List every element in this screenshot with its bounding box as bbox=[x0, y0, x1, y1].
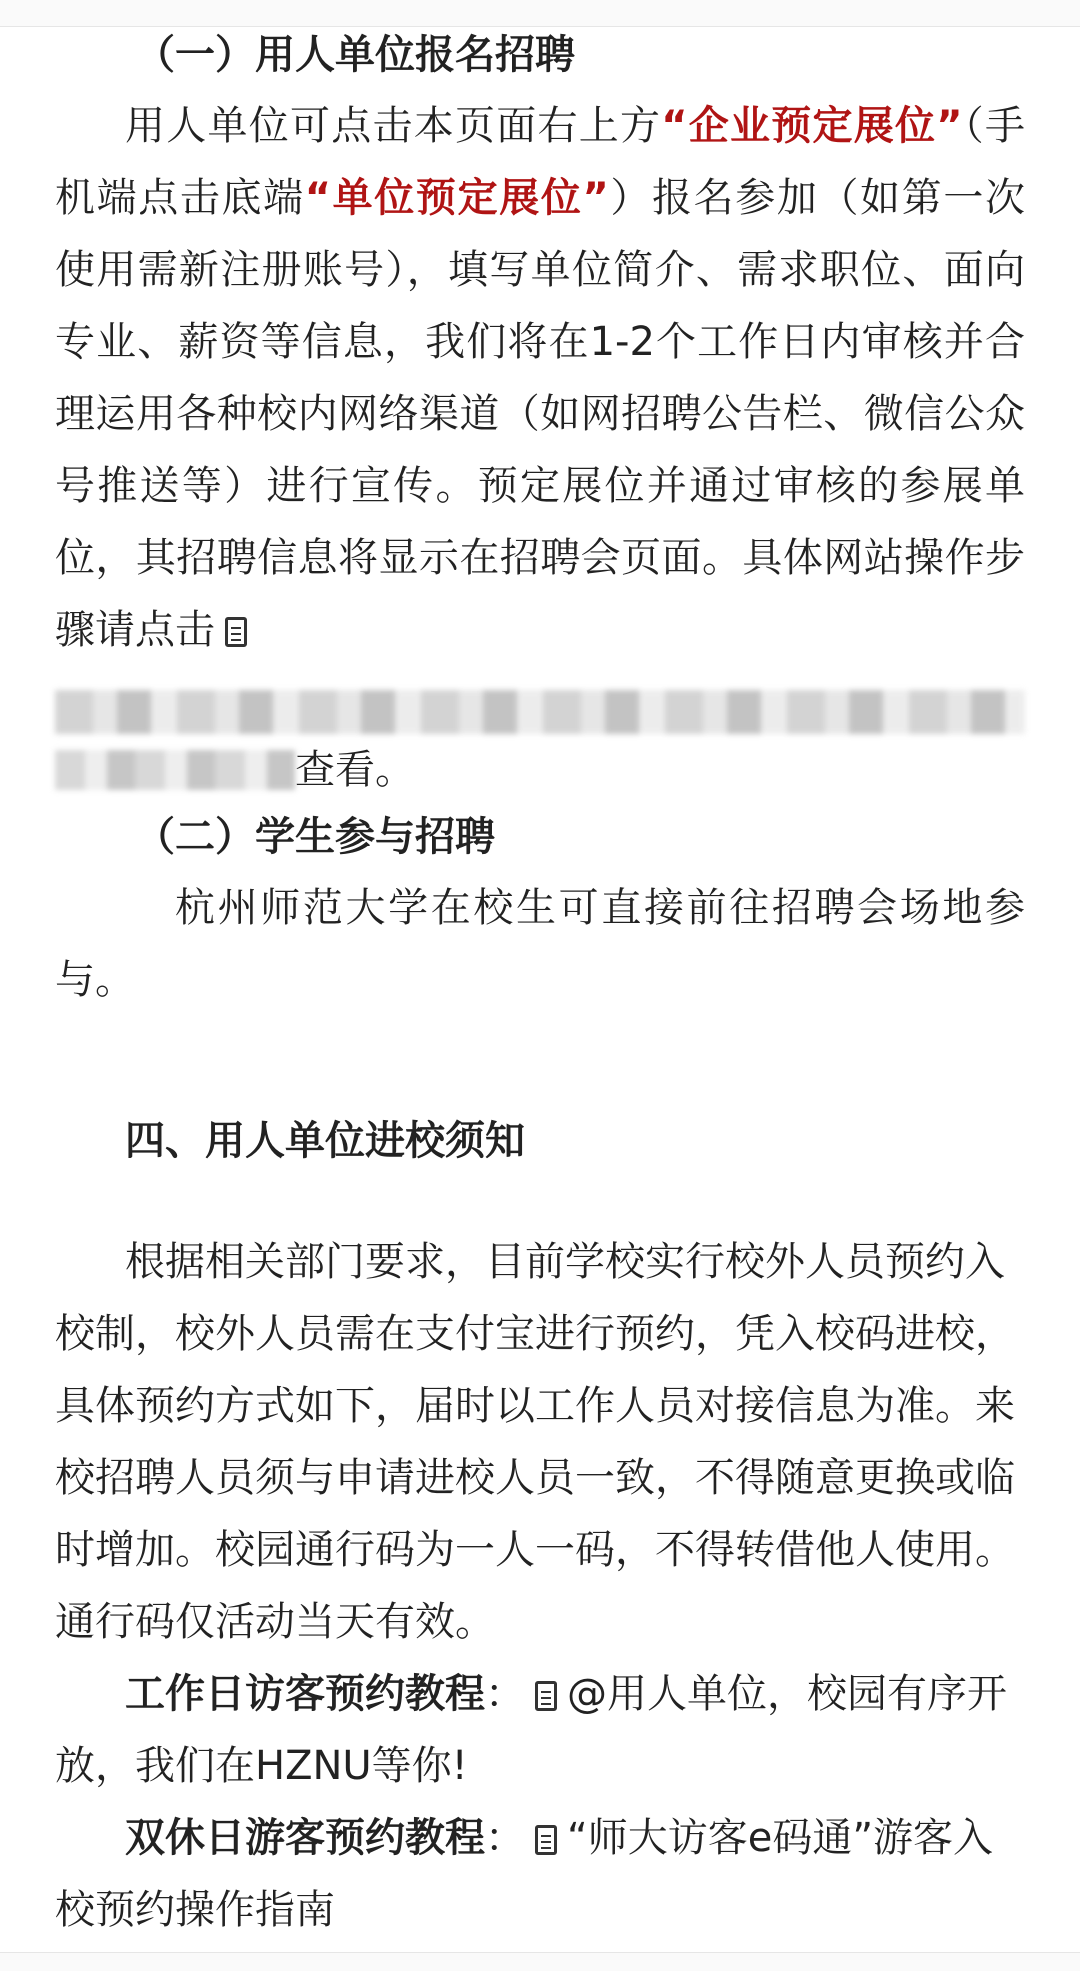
workday-tutorial-label: 工作日访客预约教程 bbox=[125, 1671, 485, 1717]
redacted-link bbox=[55, 672, 1025, 802]
workday-tutorial-line bbox=[55, 1658, 1025, 1802]
redacted-text-bar bbox=[55, 690, 1025, 734]
paragraph-text: ）报名参加（如第一次使用需新注册账号），填写单位简介、需求职位、面向专业、薪资等信息，我们将在1-2个工作日内审核并合理运用各种校内网络渠道（如网招聘公告栏、微信公众号推送等）进行宣传。预定展位并通过审核的参展单位，其招聘信息将显示在招聘会页面。具体网站操作步骤请点击 bbox=[55, 175, 1026, 653]
weekend-tutorial-link[interactable]: “师大访客e码通”游客入校预约操作指南 bbox=[55, 1815, 994, 1933]
workday-tutorial-link[interactable]: @用人单位，校园有序开放，我们在HZNU等你! bbox=[55, 1671, 1007, 1789]
weekend-tutorial-label: 双休日游客预约教程 bbox=[125, 1815, 485, 1861]
colon: ： bbox=[485, 1815, 525, 1861]
booth-link-desktop[interactable]: “企业预定展位” bbox=[661, 103, 963, 149]
view-suffix: 查看。 bbox=[295, 747, 415, 793]
section-2-paragraph: 杭州师范大学在校生可直接前往招聘会场地参与。 bbox=[55, 885, 1025, 1003]
section-4-heading: 四、用人单位进校须知 bbox=[125, 1118, 525, 1164]
section-2-heading: （二）学生参与招聘 bbox=[135, 814, 495, 860]
document-icon[interactable] bbox=[535, 1825, 557, 1855]
booth-link-mobile[interactable]: “单位预定展位” bbox=[304, 175, 609, 221]
document-icon[interactable] bbox=[535, 1681, 557, 1711]
redacted-text-bar bbox=[55, 750, 295, 790]
section-1-heading: （一）用人单位报名招聘 bbox=[135, 32, 575, 78]
section-4-paragraph: 根据相关部门要求，目前学校实行校外人员预约入校制，校外人员需在支付宝进行预约，凭入校码进校，具体预约方式如下，届时以工作人员对接信息为准。来校招聘人员须与申请进校人员一致，不得随意更换或临时增加。校园通行码为一人一码，不得转借他人使用。通行码仅活动当天有效。 bbox=[55, 1239, 1015, 1645]
bottom-edge bbox=[0, 1952, 1080, 1971]
paragraph-text: 用人单位可点击本页面右上方 bbox=[125, 103, 662, 149]
document-icon[interactable] bbox=[225, 617, 247, 647]
weekend-tutorial-line bbox=[55, 1802, 1025, 1946]
colon: ： bbox=[485, 1671, 525, 1717]
paragraph-text: （手机端点击底端 bbox=[55, 103, 1026, 221]
article-body bbox=[55, 20, 1025, 1946]
section-1-paragraph bbox=[55, 90, 1025, 666]
